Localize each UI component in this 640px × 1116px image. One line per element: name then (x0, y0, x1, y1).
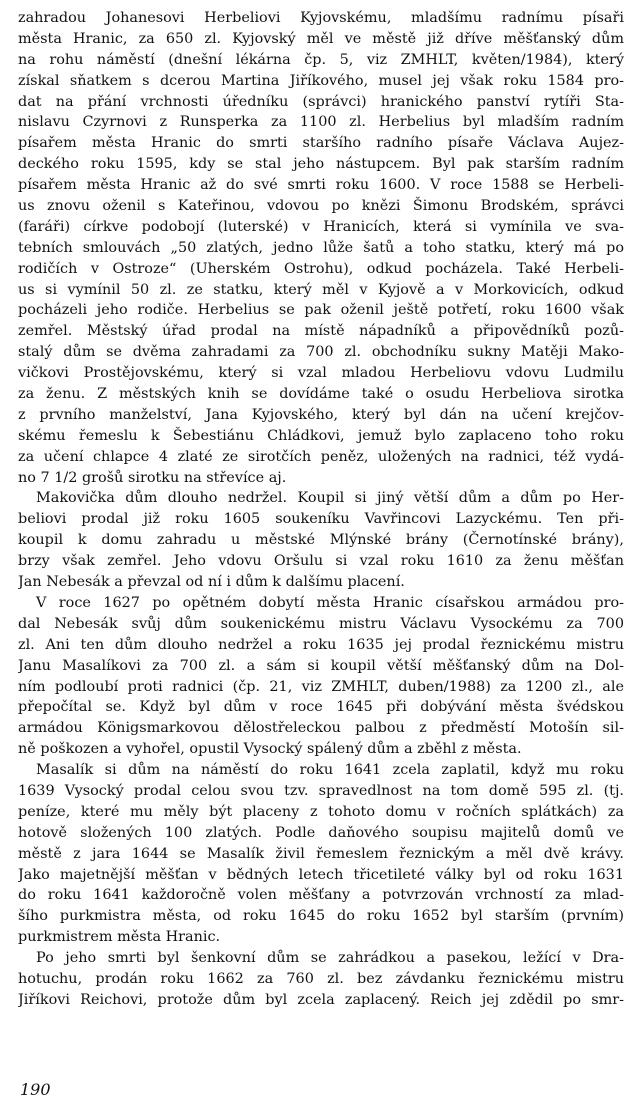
text-line: brzy však zemřel. Jeho vdovu Oršulu si vzal roku 1610 za ženu měšťan (18, 553, 624, 570)
text-line: písařem města Hranic do smrti staršího radního písaře Václava Aujez- (18, 135, 624, 152)
text-line: tebních smlouvách „50 zlatých, jedno lůže šatů a toho statku, který má po (18, 239, 624, 256)
paragraph-first-line: V roce 1627 po opětném dobytí města Hranic císařskou armádou pro- (36, 594, 624, 611)
paragraph-end-line: purkmistrem města Hranic. (18, 929, 221, 946)
paragraph-first-line: Masalík si dům na náměstí do roku 1641 zcela zaplatil, když mu roku (36, 762, 624, 779)
text-line: nislavu Czyrnovi z Runsperka za 1100 zl. Herbelius byl mladším radním (18, 114, 624, 131)
text-line: beliovi prodal již roku 1605 soukeníku Vavřincovi Lazyckému. Ten při- (18, 511, 624, 528)
text-line: z prvního manželství, Jana Kyjovského, který byl dán na učení krejčov- (18, 406, 624, 423)
text-line: písařem města Hranic až do své smrti roku 1600. V roce 1588 se Herbeli- (18, 177, 624, 194)
page-number: 190 (20, 1080, 51, 1099)
text-line: koupil k domu zahradu u městské Mlýnské brány (Černotínské brány), (18, 532, 624, 549)
text-line: us si vymínil 50 zl. ze statku, který měl v Kyjově a v Morkovicích, odkud (18, 281, 624, 298)
text-line: zl. Ani ten dům dlouho nedržel a roku 1635 jej prodal řeznickému mistru (18, 636, 624, 653)
text-line: dat na přání vrchnosti úředníku (správci) hranického panství rytíři Sta- (18, 93, 624, 110)
text-line: vičkovi Prostějovskému, který si vzal mladou Herbeliovu vdovu Ludmilu (18, 365, 624, 382)
paragraph-end-line: ně poškozen a vyhořel, opustil Vysocký spálený dům a zběhl z města. (18, 741, 522, 758)
text-line: šího purkmistra města, od roku 1645 do roku 1652 byl starším (prvním) (18, 908, 624, 925)
paragraph-end-line: no 7 1/2 grošů sirotku na střevíce aj. (18, 469, 287, 486)
text-line: zemřel. Městský úřad prodal na místě nápadníků a připovědníků pozů- (18, 323, 624, 340)
text-line: Janu Masalíkovi za 700 zl. a sám si koupil větší měšťanský dům na Dol- (18, 657, 624, 674)
text-line: hotově složených 100 zlatých. Podle daňového soupisu majitelů domů ve (18, 824, 624, 841)
text-line: armádou Königsmarkovou dělostřeleckou palbou z předměstí Motošín sil- (18, 720, 624, 737)
text-line: městě z jara 1644 se Masalík živil řemeslem řeznickým a měl dvě krávy. (18, 845, 624, 862)
text-line: za ženu. Z městských knih se dovídáme také o osudu Herbeliova sirotka (18, 386, 624, 403)
text-line: přepočítal se. Když byl dům v roce 1645 při dobývání města švédskou (18, 699, 624, 716)
text-line: pocházeli jeho rodiče. Herbelius se pak oženil ještě potřetí, roku 1600 však (18, 302, 624, 319)
text-line: rodičích v Ostroze“ (Uherském Ostrohu), odkud pocházela. Také Herbeli- (18, 260, 624, 277)
text-line: získal sňatkem s dcerou Martina Jiříkového, musel jej však roku 1584 pro- (18, 72, 624, 89)
text-line: deckého roku 1595, kdy se stal jeho nástupcem. Byl pak starším radním (18, 156, 624, 173)
text-line: (faráři) církve podobojí (luterské) v Hranicích, která si vymínila ve sva- (18, 218, 624, 235)
text-line: Jiříkovi Reichovi, protože dům byl zcela zaplacený. Reich jej zdědil po smr- (18, 991, 624, 1008)
paragraph-end-line: Jan Nebesák a převzal od ní i dům k dalšímu placení. (18, 574, 405, 591)
page-body (18, 8, 624, 1011)
paragraph-first-line: Makovička dům dlouho nedržel. Koupil si jiný větší dům a dům po Her- (36, 490, 624, 507)
text-line: stalý dům se dvěma zahradami za 700 zl. obchodníku sukny Matěji Mako- (18, 344, 624, 361)
paragraph-first-line: Po jeho smrti byl šenkovní dům se zahrádkou a pasekou, ležící v Dra- (36, 950, 624, 967)
text-line: skému řemeslu k Šebestiánu Chládkovi, jemuž bylo zaplaceno toho roku (18, 427, 624, 444)
text-line: us znovu oženil s Kateřinou, vdovou po knězi Šimonu Brodském, správci (18, 198, 624, 215)
text-line: hotuchu, prodán roku 1662 za 760 zl. bez závdanku řeznickému mistru (18, 970, 624, 987)
text-line: za učení chlapce 4 zlaté ze sirotčích peněz, uložených na radnici, též vydá- (18, 448, 624, 465)
text-line: dal Nebesák svůj dům soukenickému mistru Václavu Vysockému za 700 (18, 615, 624, 632)
text-line: ním podloubí proti radnici (čp. 21, viz ZMHLT, duben/1988) za 1200 zl., ale (18, 678, 624, 695)
text-line: Jako majetnější měšťan v bědných letech třicetileté války byl od roku 1631 (18, 866, 624, 883)
text-line: peníze, které mu měly být placeny z tohoto domu v ročních splátkách) za (18, 803, 624, 820)
text-line: města Hranic, za 650 zl. Kyjovský měl ve městě již dříve měšťanský dům (18, 30, 624, 47)
text-line: 1639 Vysocký prodal celou svou tzv. spravedlnost na tom domě 595 zl. (tj. (18, 782, 624, 799)
text-line: zahradou Johanesovi Herbeliovi Kyjovskému, mladšímu radnímu písaři (18, 10, 624, 26)
text-line: na rohu náměstí (dnešní lékárna čp. 5, viz ZMHLT, květen/1984), který (18, 51, 624, 68)
text-line: do roku 1641 každoročně volen měšťany a potvrzován vrchností za mlad- (18, 887, 624, 904)
